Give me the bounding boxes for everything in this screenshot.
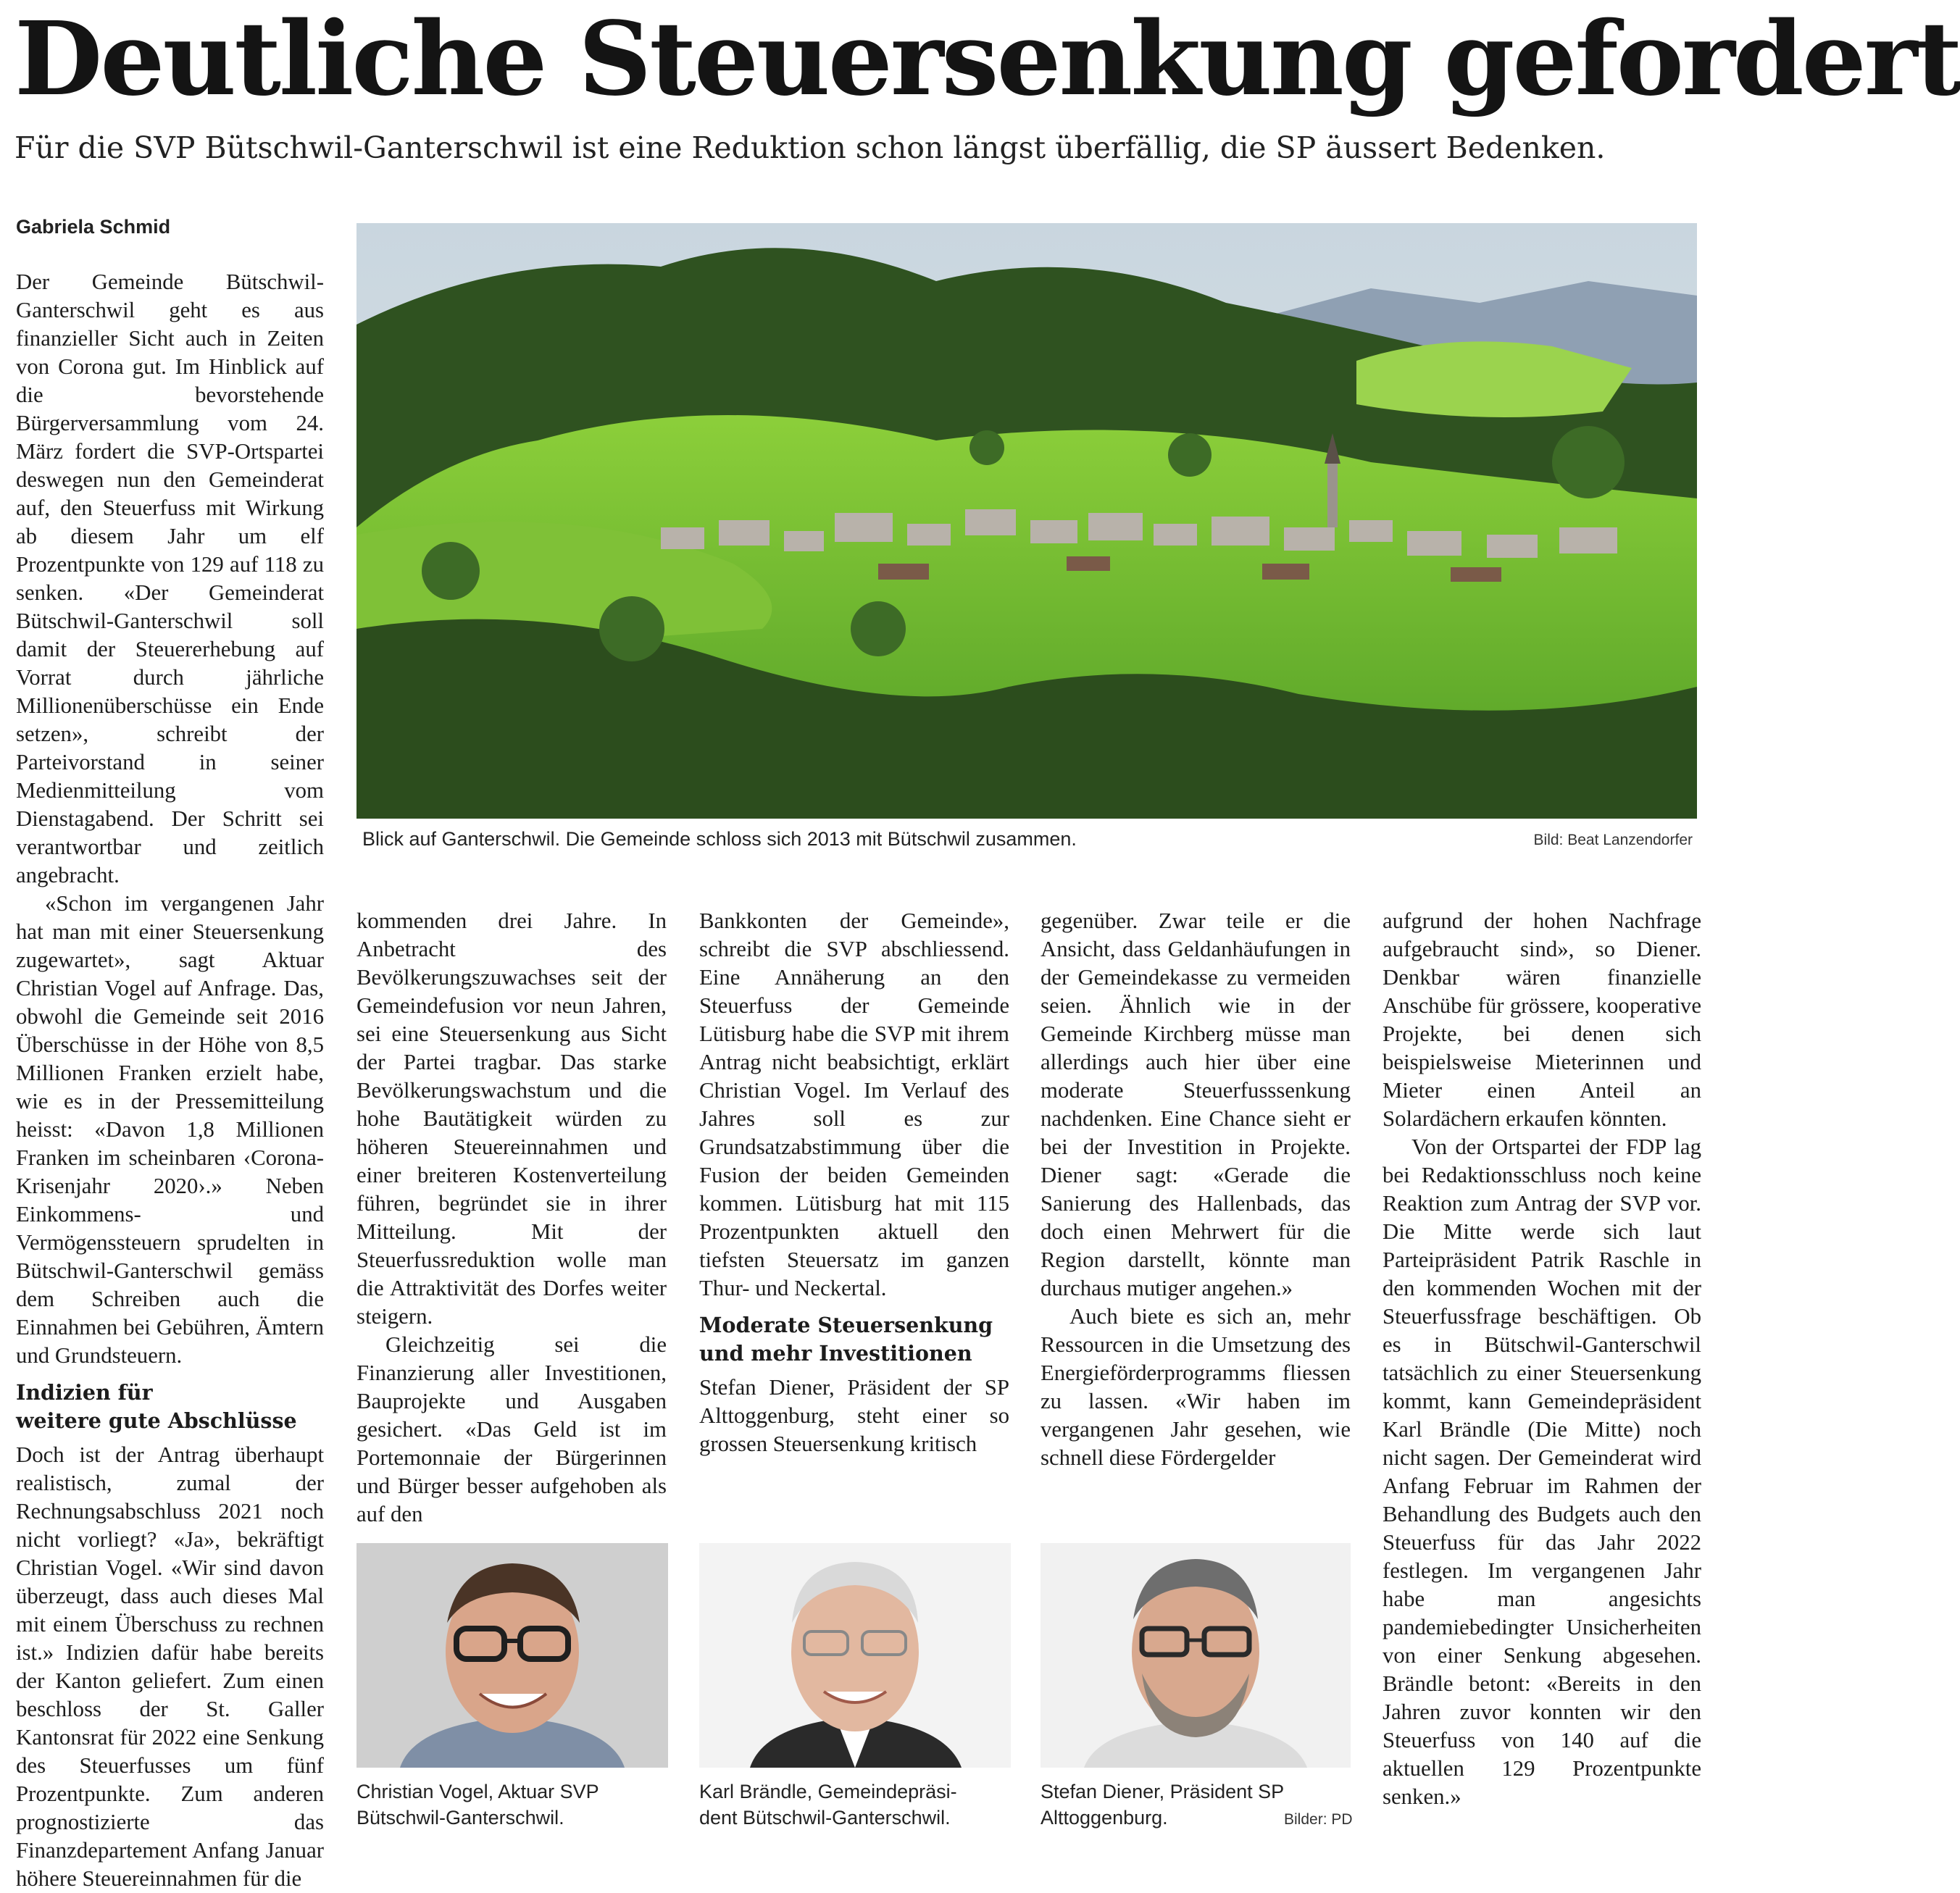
subtitle: Für die SVP Bütschwil-Ganterschwil ist eine Reduktion schon längst überfällig, die SP äussert Bedenken. [14, 130, 1606, 165]
subheading-line: Moderate Steuersenkung [699, 1313, 993, 1337]
subheading-line: weitere gute Abschlüsse [16, 1408, 297, 1433]
subheading-line: Indizien für [16, 1380, 153, 1405]
portrait-illustration [1041, 1543, 1351, 1768]
paragraph: Auch biete es sich an, mehr Ressourcen in die Umsetzung des Energieförderprogramms fliessen zu lassen. «Wir haben im vergangenen Jahr gesehen, wie schnell diese Fördergelder [1041, 1304, 1351, 1470]
portraits-credit: Bilder: PD [1284, 1811, 1353, 1828]
text-column-1 [16, 268, 324, 1893]
portrait-illustration [356, 1543, 668, 1768]
paragraph: Der Gemeinde Bütschwil-Ganterschwil geht es aus finanzieller Sicht auch in Zeiten von Corona gut. Im Hinblick auf die bevorstehende Bürgerversammlung vom 24. März fordert die SVP-Ortspartei deswegen nun den Gemeinderat auf, den Steuerfuss mit Wirkung ab diesem Jahr um elf Prozentpunkte von 129 auf 118 zu senken. «Der Gemeinderat Bütschwil-Ganterschwil soll damit der Steuererhebung auf Vorrat durch jährliche Millionenüberschüsse ein Ende setzen», schreibt der Parteivorstand in seiner Medienmitteilung vom Dienstagabend. Der Schritt sei verantwortbar und zeitlich angebracht. [16, 269, 324, 887]
portrait-karl-braendle [699, 1543, 1011, 1768]
subheading-2 [699, 1311, 1009, 1368]
caption-line: Stefan Diener, Präsident SP [1041, 1781, 1285, 1802]
caption-line: Karl Brändle, Gemeindepräsi- [699, 1781, 957, 1802]
text-column-4 [1041, 907, 1351, 1472]
main-photo-caption: Blick auf Ganterschwil. Die Gemeinde schloss sich 2013 mit Bütschwil zusammen. [362, 828, 1077, 850]
paragraph: Doch ist der Antrag überhaupt realistisch, zumal der Rechnungsabschluss 2021 noch nicht vorliegt? «Ja», bekräftigt Christian Vogel. «Wir sind davon überzeugt, dass auch dieses Mal mit einem Überschuss zu rechnen ist.» Indizien dafür habe bereits der Kanton geliefert. Zum einen beschloss der St. Galler Kantonsrat für 2022 eine Senkung des Steuerfusses um fünf Prozentpunkte. Zum anderen prognostizierte das Finanzdepartement Anfang Januar höhere Steuereinnahmen für die [16, 1442, 324, 1891]
caption-line: Alttoggenburg. [1041, 1807, 1168, 1829]
portrait-stefan-diener [1041, 1543, 1351, 1768]
portrait-caption-1 [356, 1779, 668, 1831]
text-column-3 [699, 907, 1009, 1458]
paragraph: gegenüber. Zwar teile er die Ansicht, dass Geldanhäufungen in der Gemeindekasse zu vermeiden seien. Ähnlich wie in der Gemeinde Kirchberg müsse man allerdings auch hier über eine moderate Steuerfusssenkung nachdenken. Eine Chance sieht er bei der Investition in Projekte. Diener sagt: «Gerade die Sanierung des Hallenbads, das doch einen Mehrwert für die Region darstellt, könnte man durchaus mutiger angehen.» [1041, 908, 1351, 1300]
author-byline: Gabriela Schmid [16, 216, 171, 238]
main-photo-credit: Bild: Beat Lanzendorfer [1533, 832, 1693, 848]
text-column-5 [1383, 907, 1701, 1811]
caption-line: Bütschwil-Ganterschwil. [356, 1807, 564, 1829]
portrait-illustration [699, 1543, 1011, 1768]
main-photo-landscape [356, 223, 1697, 819]
headline: Deutliche Steuersenkung gefordert [14, 0, 1960, 119]
paragraph: Stefan Diener, Präsident der SP Alttoggenburg, steht einer so grossen Steuersenkung kritisch [699, 1375, 1009, 1456]
text-column-2 [356, 907, 667, 1529]
paragraph: aufgrund der hohen Nachfrage aufgebraucht sind», so Diener. Denkbar wären finanzielle Anschübe für grössere, kooperative Projekte, bei denen sich beispielsweise Mieterinnen und Mieter einen Anteil an Solardächern erkaufen könnten. [1383, 908, 1701, 1131]
portrait-caption-2 [699, 1779, 1011, 1831]
caption-line: Christian Vogel, Aktuar SVP [356, 1781, 599, 1802]
paragraph: Bankkonten der Gemeinde», schreibt die SVP abschliessend. Eine Annäherung an den Steuerfuss der Gemeinde Lütisburg habe die SVP mit ihrem Antrag nicht beabsichtigt, erklärt Christian Vogel. Im Verlauf des Jahres soll es zur Grundsatzabstimmung über die Fusion der beiden Gemeinden kommen. Lütisburg hat mit 115 Prozentpunkten aktuell den tiefsten Steuersatz im ganzen Thur- und Neckertal. [699, 908, 1009, 1300]
paragraph: «Schon im vergangenen Jahr hat man mit einer Steuersenkung zugewartet», sagt Aktuar Christian Vogel auf Anfrage. Das, obwohl die Gemeinde seit 2016 Überschüsse in der Höhe von 8,5 Millionen Franken erzielt habe, wie es in der Pressemitteilung heisst: «Davon 1,8 Millionen Franken im scheinbaren ‹Corona-Krisenjahr 2020›.» Neben Einkommens- und Vermögenssteuern sprudelten in Bütschwil-Ganterschwil gemäss dem Schreiben auch die Einnahmen bei Gebühren, Ämtern und Grundsteuern. [16, 891, 324, 1368]
paragraph: Von der Ortspartei der FDP lag bei Redaktionsschluss noch keine Reaktion zum Antrag der SVP vor. Die Mitte werde sich laut Parteipräsident Patrik Raschle in den kommenden Wochen mit der Steuerfussfrage beschäftigen. Ob es in Bütschwil-Ganterschwil tatsächlich zu einer Steuersenkung kommt, kann Gemeindepräsident Karl Brändle (Die Mitte) noch nicht sagen. Der Gemeinderat wird Anfang Februar im Rahmen der Behandlung des Budgets auch den Steuerfuss für das Jahr 2022 festlegen. Im vergangenen Jahr habe man angesichts pandemiebedingter Unsicherheiten von einer Senkung abgesehen. Brändle betont: «Bereits in den Jahren zuvor konnten wir den Steuerfuss von 140 auf die aktuellen 129 Prozentpunkte senken.» [1383, 1134, 1701, 1809]
paragraph: Gleichzeitig sei die Finanzierung aller Investitionen, Bauprojekte und Ausgaben gesichert. «Das Geld ist im Portemonnaie der Bürgerinnen und Bürger besser aufgehoben als auf den [356, 1332, 667, 1526]
subheading-line: und mehr Investitionen [699, 1341, 972, 1366]
paragraph: kommenden drei Jahre. In Anbetracht des Bevölkerungszuwachses seit der Gemeindefusion vor neun Jahren, sei eine Steuersenkung aus Sicht der Partei tragbar. Das starke Bevölkerungswachstum und die hohe Bautätigkeit würden zu höheren Steuereinnahmen und einer breiteren Kostenverteilung führen, begründet sie in ihrer Mitteilung. Mit der Steuerfussreduktion wolle man die Attraktivität des Dorfes weiter steigern. [356, 908, 667, 1329]
landscape-illustration [356, 223, 1697, 819]
caption-line: dent Bütschwil-Ganterschwil. [699, 1807, 951, 1829]
subheading-1 [16, 1379, 324, 1435]
portrait-christian-vogel [356, 1543, 668, 1768]
